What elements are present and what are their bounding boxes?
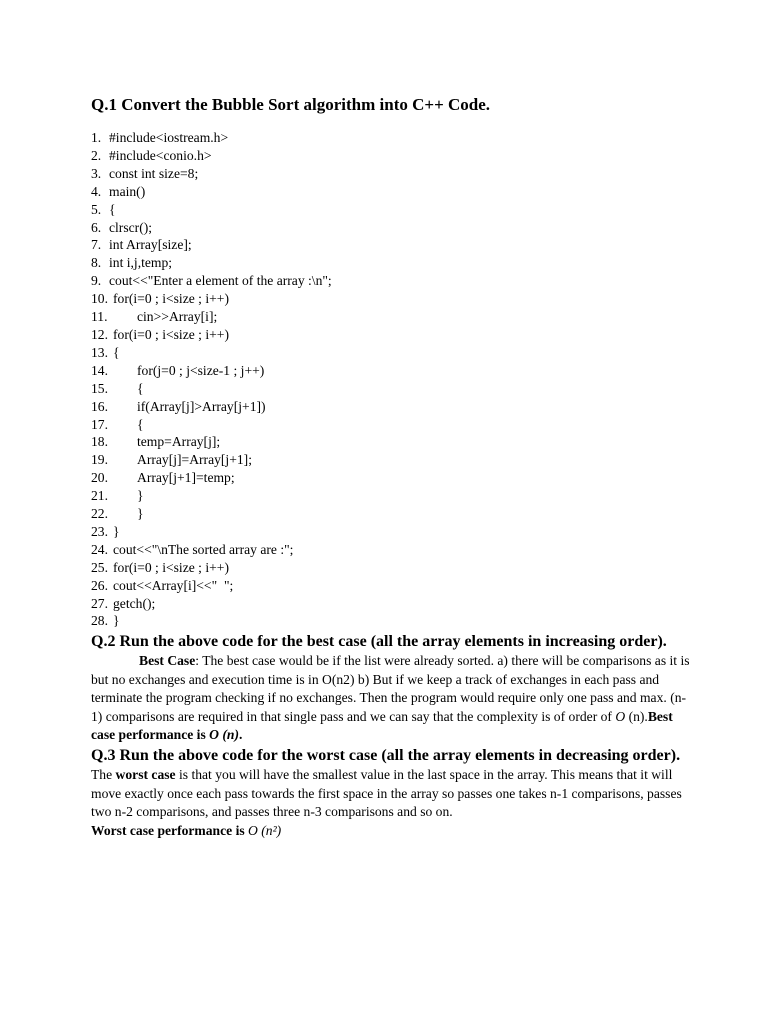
best-case-conclusion-end: . (239, 727, 243, 742)
code-line-number: 14. (91, 362, 108, 378)
code-line (91, 487, 691, 505)
code-line-number: 26. (91, 577, 108, 593)
code-line-text: for(j=0 ; j<size-1 ; j++) (137, 362, 265, 378)
code-line (91, 505, 691, 523)
code-line-text: const int size=8; (109, 165, 199, 181)
code-line-number: 7. (91, 237, 102, 253)
code-line-number: 16. (91, 398, 108, 414)
code-line-number: 9. (91, 273, 102, 289)
code-line (91, 254, 691, 272)
code-line-text: cout<<"Enter a element of the array :\n"; (109, 273, 332, 289)
code-line-text: if(Array[j]>Array[j+1]) (137, 398, 266, 414)
code-line (91, 612, 691, 630)
code-line-text: cin>>Array[i]; (137, 309, 218, 325)
code-line-number: 21. (91, 488, 108, 504)
question-2-title: Run the above code for the best case (all the array elements in increasing order). (115, 633, 667, 651)
code-line-number: 12. (91, 326, 108, 342)
code-line-text: { (137, 416, 144, 432)
best-case-term: Best Case (139, 653, 196, 669)
code-line-text: #include<iostream.h> (109, 130, 229, 145)
code-line (91, 362, 691, 380)
code-line-number: 2. (91, 147, 102, 163)
question-2-label: Q.2 (91, 633, 116, 651)
code-line-text: { (109, 201, 116, 217)
code-line (91, 523, 691, 541)
code-line (91, 559, 691, 577)
code-line-number: 19. (91, 452, 108, 468)
best-case-conclusion-value: O (n) (209, 727, 239, 742)
question-1-label: Q.1 (91, 95, 117, 114)
code-line-text: #include<conio.h> (109, 147, 212, 163)
worst-case-body: is that you will have the smallest value in the last space in the array. This means that it will move exactly once each pass towards the first space in the array so passes one takes n-1 comparisons, passes two n-2 comparisons, and passes three n-3 comparisons and so on. (91, 767, 682, 820)
code-line-text: cout<<Array[i]<<" "; (113, 577, 234, 593)
code-line (91, 398, 691, 416)
code-line (91, 577, 691, 595)
code-line-number: 28. (91, 613, 108, 629)
code-line-number: 5. (91, 201, 102, 217)
code-line-text: } (137, 506, 144, 522)
code-line-text: Array[j]=Array[j+1]; (137, 452, 252, 468)
code-line-text: { (113, 344, 120, 360)
code-line (91, 272, 691, 290)
code-line (91, 201, 691, 219)
best-case-conclusion: Best case performance is (91, 708, 673, 742)
code-line-number: 20. (91, 470, 108, 486)
code-line (91, 183, 691, 201)
question-3-heading (91, 745, 691, 766)
worst-case-conclusion: Worst case performance is (91, 822, 249, 838)
code-line (91, 380, 691, 398)
code-line (91, 451, 691, 469)
code-line (91, 326, 691, 344)
code-line-number: 10. (91, 291, 108, 307)
code-line-number: 15. (91, 380, 108, 396)
code-line-number: 23. (91, 523, 108, 539)
code-listing (91, 129, 691, 630)
code-line-number: 18. (91, 434, 108, 450)
code-line (91, 129, 691, 147)
worst-case-conclusion-value: O (n²) (248, 822, 282, 838)
code-line-number: 8. (91, 255, 102, 271)
best-case-body: : The best case would be if the list were already sorted. a) there will be comparisons as it is but no exchanges and execution time is in O(n2) b) But if we keep a track of exchanges in each pass and terminate the program checking if no exchanges. Then the program would require only one pass and max. (n-1) comparisons are required in that single pass and we can say that the complexity is of order of (91, 653, 690, 724)
code-line-number: 6. (91, 219, 102, 235)
code-line (91, 469, 691, 487)
code-line-number: 17. (91, 416, 108, 432)
code-line-text: temp=Array[j]; (137, 434, 221, 450)
code-line-text: for(i=0 ; i<size ; i++) (113, 291, 229, 307)
code-line-number: 1. (91, 130, 102, 145)
code-line-text: main() (109, 183, 146, 199)
question-1-heading (91, 94, 691, 115)
code-line (91, 308, 691, 326)
code-line-text: int Array[size]; (109, 237, 192, 253)
code-line (91, 219, 691, 237)
code-line-text: for(i=0 ; i<size ; i++) (113, 326, 229, 342)
code-line-text: int i,j,temp; (109, 255, 173, 271)
worst-case-intro: The (91, 767, 116, 783)
question-2-section (91, 631, 691, 744)
question-2-heading (91, 631, 691, 652)
worst-case-term: worst case (115, 767, 176, 783)
code-line-text: } (113, 523, 120, 539)
code-line-text: getch(); (113, 595, 156, 611)
document-page (91, 94, 691, 840)
code-line-text: cout<<"\nThe sorted array are :"; (113, 541, 294, 557)
code-line-number: 4. (91, 183, 102, 199)
code-line-text: } (137, 488, 144, 504)
code-line (91, 236, 691, 254)
question-1-title: Convert the Bubble Sort algorithm into C++ Code. (116, 95, 491, 114)
code-line (91, 344, 691, 362)
code-line-number: 3. (91, 165, 102, 181)
code-line (91, 595, 691, 613)
code-line (91, 541, 691, 559)
code-line-text: for(i=0 ; i<size ; i++) (113, 559, 229, 575)
question-3-answer (91, 766, 691, 840)
code-line-number: 25. (91, 559, 108, 575)
code-line-number: 11. (91, 309, 108, 325)
best-case-n: (n). (625, 708, 648, 724)
code-line (91, 290, 691, 308)
best-case-o: O (615, 708, 626, 724)
code-line (91, 165, 691, 183)
code-line (91, 416, 691, 434)
code-line-number: 24. (91, 541, 108, 557)
code-line-number: 22. (91, 506, 108, 522)
question-3-section (91, 745, 691, 840)
code-line-text: } (113, 613, 120, 629)
question-3-label: Q.3 (91, 747, 116, 765)
code-line-number: 27. (91, 595, 108, 611)
code-line (91, 147, 691, 165)
question-2-answer (91, 652, 691, 744)
code-line-number: 13. (91, 344, 108, 360)
code-line-text: { (137, 380, 144, 396)
code-line (91, 433, 691, 451)
code-line-text: Array[j+1]=temp; (137, 470, 235, 486)
question-3-title: Run the above code for the worst case (all the array elements in decreasing order). (115, 747, 681, 765)
code-line-text: clrscr(); (109, 219, 153, 235)
